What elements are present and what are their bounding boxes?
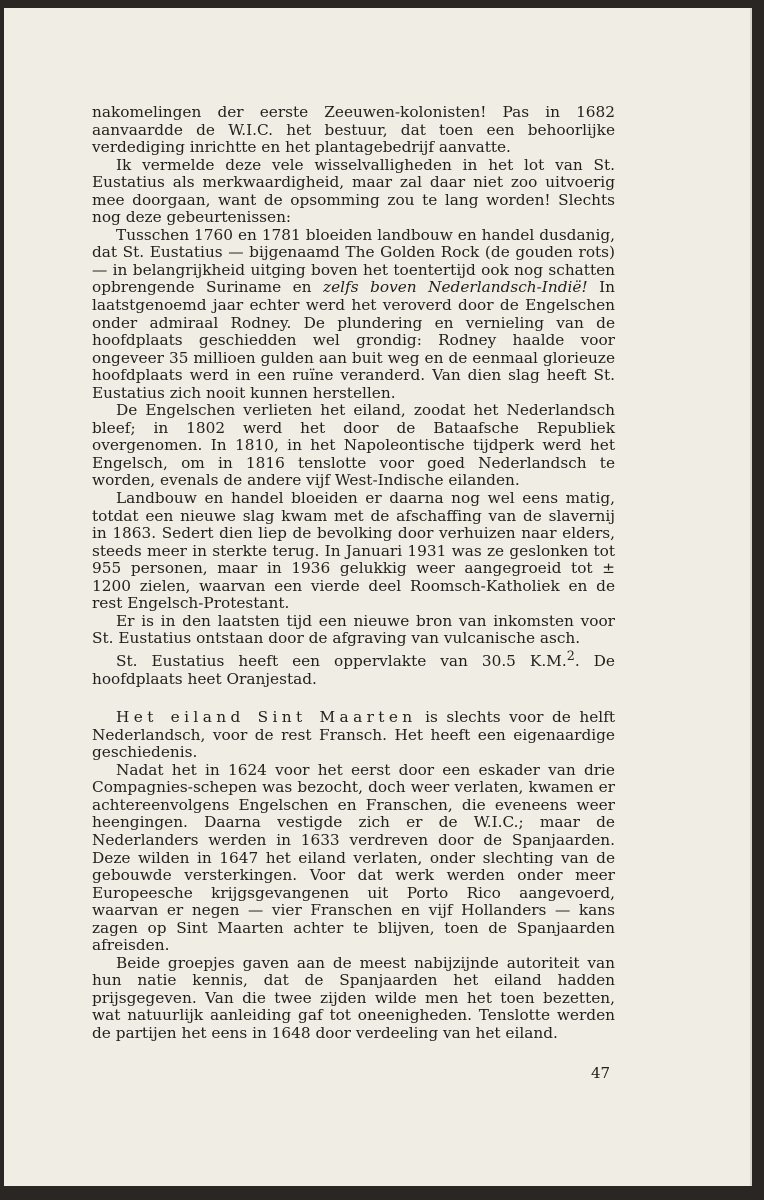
paragraph-7-part-b: . De hoofdplaats heet Oranjestad. <box>92 652 615 688</box>
paragraph-6: Er is in den laatsten tijd een nieuwe bron van inkomsten voor St. Eustatius ontstaan door de afgraving van vulcanische asch. <box>92 611 615 648</box>
paragraph-7-superscript: 2 <box>566 648 575 664</box>
paragraph-1: nakomelingen der eerste Zeeuwen-kolonisten! Pas in 1682 aanvaardde de W.I.C. het bestuur, dat toen een behoorlijke verdediging inrichtte en het plantagebedrijf aanvatte. <box>92 103 615 157</box>
paragraph-3 <box>92 227 615 402</box>
paragraph-7 <box>92 648 615 688</box>
page-number: 47 <box>591 1064 611 1082</box>
section-heading-sint-maarten: Het eiland Sint Maarten <box>116 708 417 727</box>
paragraph-7-part-a: St. Eustatius heeft een oppervlakte van 30.5 K.M. <box>116 652 567 671</box>
paragraph-2: Ik vermelde deze vele wisselvalligheden in het lot van St. Eustatius als merkwaardigheid, maar zal daar niet zoo uitvoerig mee doorgaan, want de opsomming zou te lang worden! Slechts nog deze gebeurtenissen: <box>92 155 615 227</box>
paragraph-5: Landbouw en handel bloeiden er daarna nog wel eens matig, totdat een nieuwe slag kwam met de afschaffing van de slavernij in 1863. Sedert dien liep de bevolking door verhuizen naar elders, steeds meer in sterkte terug. In Januari 1931 was ze geslonken tot 955 personen, maar in 1936 gelukkig weer aangegroeid tot ± 1200 zielen, waarvan een vierde deel Roomsch-Katholiek en de rest Engelsch-Protestant. <box>92 489 615 613</box>
paragraph-10: Beide groepjes gaven aan de meest nabijzijnde autoriteit van hun natie kennis, dat de Spanjaarden het eiland hadden prijsgegeven. Van die twee zijden wilde men het toen bezetten, wat natuurlijk aanleiding gaf tot oneenigheden. Tenslotte werden de partijen het eens in 1648 door verdeeling van het eiland. <box>92 953 615 1042</box>
paragraph-8 <box>92 709 615 762</box>
body-text <box>92 104 615 1043</box>
paragraph-3-part-b: In laatstgenoemd jaar echter werd het veroverd door de Engelschen onder admiraal Rodney. De plundering en vernieling van de hoofdplaats geschiedden wel grondig: Rodney haalde voor ongeveer 35 millioen gulden aan buit weg en de eenmaal glorieuze hoofdplaats werd in een ruïne veranderd. Van dien slag heeft St. Eustatius zich nooit kunnen herstellen. <box>92 278 615 402</box>
paragraph-9: Nadat het in 1624 voor het eerst door een eskader van drie Compagnies-schepen was bezocht, doch weer verlaten, kwamen er achtereenvolgens Engelschen en Franschen, die eveneens weer heengingen. Daarna vestigde zich er de W.I.C.; maar de Nederlanders werden in 1633 verdreven door de Spanjaarden. Deze wilden in 1647 het eiland verlaten, onder slechting van de gebouwde versterkingen. Voor dat werk werden onder meer Europeesche krijgsgevangenen uit Porto Rico aangevoerd, waarvan er negen — vier Franschen en vijf Hollanders — kans zagen op Sint Maarten achter te blijven, toen de Spanjaarden afreisden. <box>92 760 615 955</box>
paragraph-3-part-a: Tusschen 1760 en 1781 bloeiden landbouw en handel dusdanig, dat St. Eustatius — bijgenaamd The Golden Rock (de gouden rots) — in belangrijkheid uitging boven het toentertijd ook nog schatten opbrengende Suriname en <box>92 225 615 297</box>
paragraph-3-italic: zelfs boven Nederlandsch-Indië! <box>323 278 588 297</box>
book-page <box>4 8 752 1186</box>
paragraph-8-rest: is slechts voor de helft Nederlandsch, voor de rest Fransch. Het heeft een eigenaardige geschiedenis. <box>92 708 615 762</box>
paragraph-4: De Engelschen verlieten het eiland, zoodat het Nederlandsch bleef; in 1802 werd het door de Bataafsche Republiek overgenomen. In 1810, in het Napoleontische tijdperk werd het Engelsch, om in 1816 tenslotte voor goed Nederlandsch te worden, evenals de andere vijf West-Indische eilanden. <box>92 401 615 490</box>
